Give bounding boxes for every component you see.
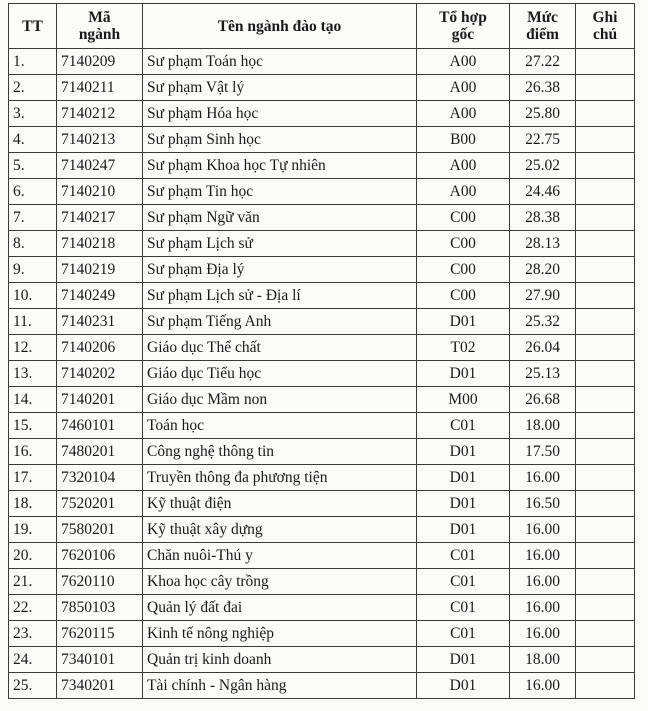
cell-note [576, 153, 635, 179]
table-row [9, 439, 635, 465]
cell-tt: 19. [9, 517, 57, 543]
cell-major-code: 7140211 [57, 75, 143, 101]
cell-major-name: Sư phạm Lịch sử [143, 231, 417, 257]
cell-note [576, 569, 635, 595]
cell-subject-combo: C00 [417, 283, 510, 309]
cell-major-name: Khoa học cây trồng [143, 569, 417, 595]
cell-major-name: Kỹ thuật xây dựng [143, 517, 417, 543]
table-row [9, 413, 635, 439]
header-tt-text: TT [22, 17, 43, 35]
cell-score: 26.38 [510, 75, 576, 101]
cell-tt: 21. [9, 569, 57, 595]
table-row [9, 309, 635, 335]
cell-note [576, 439, 635, 465]
cell-subject-combo: C00 [417, 257, 510, 283]
cell-note [576, 231, 635, 257]
header-tt [9, 4, 57, 49]
cell-subject-combo: C01 [417, 413, 510, 439]
header-name [143, 4, 417, 49]
cell-score: 25.02 [510, 153, 576, 179]
header-note-line1: Ghi [592, 9, 618, 26]
cell-score: 16.00 [510, 517, 576, 543]
cell-subject-combo: D01 [417, 309, 510, 335]
table-row [9, 517, 635, 543]
cell-note [576, 543, 635, 569]
cell-note [576, 387, 635, 413]
cell-score: 16.00 [510, 673, 576, 699]
cell-tt: 10. [9, 283, 57, 309]
header-combo-line2: gốc [451, 26, 475, 43]
cell-major-name: Quản trị kinh doanh [143, 647, 417, 673]
cell-major-code: 7140206 [57, 335, 143, 361]
cell-note [576, 309, 635, 335]
cell-score: 16.00 [510, 543, 576, 569]
table-row [9, 101, 635, 127]
cell-subject-combo: C01 [417, 569, 510, 595]
cell-note [576, 101, 635, 127]
table-row [9, 179, 635, 205]
table-row [9, 361, 635, 387]
cell-score: 28.20 [510, 257, 576, 283]
cell-major-name: Sư phạm Vật lý [143, 75, 417, 101]
cell-score: 18.00 [510, 413, 576, 439]
cell-major-code: 7140217 [57, 205, 143, 231]
cell-major-code: 7140219 [57, 257, 143, 283]
header-note-line2: chú [592, 26, 618, 43]
cell-tt: 8. [9, 231, 57, 257]
cell-note [576, 517, 635, 543]
cell-note [576, 179, 635, 205]
cell-score: 17.50 [510, 439, 576, 465]
cell-tt: 23. [9, 621, 57, 647]
cell-subject-combo: D01 [417, 647, 510, 673]
cell-score: 25.13 [510, 361, 576, 387]
cell-major-code: 7140249 [57, 283, 143, 309]
cell-subject-combo: C01 [417, 543, 510, 569]
header-note [576, 4, 635, 49]
cell-subject-combo: A00 [417, 153, 510, 179]
cell-score: 25.80 [510, 101, 576, 127]
cell-major-code: 7320104 [57, 465, 143, 491]
cell-subject-combo: T02 [417, 335, 510, 361]
cell-major-name: Sư phạm Ngữ văn [143, 205, 417, 231]
cell-score: 16.00 [510, 465, 576, 491]
table-row [9, 205, 635, 231]
cell-major-name: Tài chính - Ngân hàng [143, 673, 417, 699]
header-score-line1: Mức [527, 9, 558, 26]
cell-subject-combo: D01 [417, 517, 510, 543]
cell-subject-combo: D01 [417, 361, 510, 387]
cell-major-code: 7140202 [57, 361, 143, 387]
cell-tt: 13. [9, 361, 57, 387]
table-row [9, 465, 635, 491]
header-row [9, 4, 635, 49]
cell-major-code: 7620106 [57, 543, 143, 569]
cell-major-name: Sư phạm Sinh học [143, 127, 417, 153]
cell-tt: 20. [9, 543, 57, 569]
cell-major-name: Chăn nuôi-Thú y [143, 543, 417, 569]
table-row [9, 569, 635, 595]
cell-note [576, 595, 635, 621]
cell-score: 27.22 [510, 49, 576, 75]
cell-note [576, 283, 635, 309]
cell-score: 16.00 [510, 621, 576, 647]
cell-major-name: Giáo dục Mầm non [143, 387, 417, 413]
cell-major-name: Công nghệ thông tin [143, 439, 417, 465]
table-row [9, 335, 635, 361]
header-score-line2: điểm [526, 26, 559, 43]
cell-subject-combo: A00 [417, 75, 510, 101]
cell-major-code: 7140201 [57, 387, 143, 413]
cell-major-code: 7620115 [57, 621, 143, 647]
cell-major-code: 7140209 [57, 49, 143, 75]
cell-major-code: 7140212 [57, 101, 143, 127]
header-name-text: Tên ngành đào tạo [217, 17, 342, 35]
cell-major-name: Giáo dục Tiểu học [143, 361, 417, 387]
table-row [9, 49, 635, 75]
cell-tt: 1. [9, 49, 57, 75]
table-body [9, 49, 635, 699]
cell-score: 18.00 [510, 647, 576, 673]
cell-major-code: 7140247 [57, 153, 143, 179]
cell-subject-combo: A00 [417, 179, 510, 205]
cell-note [576, 647, 635, 673]
header-combo [417, 4, 510, 49]
cell-score: 27.90 [510, 283, 576, 309]
cell-tt: 5. [9, 153, 57, 179]
cell-major-code: 7850103 [57, 595, 143, 621]
cell-tt: 25. [9, 673, 57, 699]
cell-score: 28.38 [510, 205, 576, 231]
cell-score: 25.32 [510, 309, 576, 335]
table-row [9, 75, 635, 101]
cell-major-code: 7340101 [57, 647, 143, 673]
cell-subject-combo: C01 [417, 595, 510, 621]
cell-score: 26.04 [510, 335, 576, 361]
cell-tt: 24. [9, 647, 57, 673]
cell-major-name: Sư phạm Toán học [143, 49, 417, 75]
cell-major-name: Giáo dục Thể chất [143, 335, 417, 361]
cell-major-code: 7140218 [57, 231, 143, 257]
cell-tt: 6. [9, 179, 57, 205]
table-row [9, 153, 635, 179]
cell-note [576, 413, 635, 439]
cell-note [576, 673, 635, 699]
header-code [57, 4, 143, 49]
table-row [9, 543, 635, 569]
table-row [9, 387, 635, 413]
header-combo-line1: Tổ hợp [439, 9, 487, 26]
cell-major-code: 7580201 [57, 517, 143, 543]
cell-major-code: 7460101 [57, 413, 143, 439]
cell-subject-combo: D01 [417, 439, 510, 465]
table-row [9, 491, 635, 517]
cell-major-code: 7140213 [57, 127, 143, 153]
cell-tt: 18. [9, 491, 57, 517]
cell-subject-combo: D01 [417, 673, 510, 699]
cell-major-code: 7140210 [57, 179, 143, 205]
table-row [9, 595, 635, 621]
cell-subject-combo: C00 [417, 231, 510, 257]
cell-tt: 11. [9, 309, 57, 335]
table-row [9, 283, 635, 309]
cell-note [576, 335, 635, 361]
table-row [9, 127, 635, 153]
cell-note [576, 127, 635, 153]
cell-major-code: 7140231 [57, 309, 143, 335]
cell-subject-combo: D01 [417, 465, 510, 491]
cell-tt: 17. [9, 465, 57, 491]
table-row [9, 673, 635, 699]
cell-major-name: Kỹ thuật điện [143, 491, 417, 517]
cell-subject-combo: C00 [417, 205, 510, 231]
cell-subject-combo: M00 [417, 387, 510, 413]
cell-subject-combo: A00 [417, 101, 510, 127]
cell-tt: 4. [9, 127, 57, 153]
cell-score: 26.68 [510, 387, 576, 413]
table-row [9, 257, 635, 283]
cell-score: 16.00 [510, 595, 576, 621]
cell-major-name: Sư phạm Lịch sử - Địa lí [143, 283, 417, 309]
cell-score: 22.75 [510, 127, 576, 153]
cell-tt: 22. [9, 595, 57, 621]
header-code-line1: Mã [88, 9, 111, 26]
table-header [9, 4, 635, 49]
cell-note [576, 465, 635, 491]
cell-subject-combo: D01 [417, 491, 510, 517]
cell-major-code: 7520201 [57, 491, 143, 517]
cell-major-name: Sư phạm Tiếng Anh [143, 309, 417, 335]
cell-score: 16.50 [510, 491, 576, 517]
table-row [9, 647, 635, 673]
table-row [9, 231, 635, 257]
cell-tt: 7. [9, 205, 57, 231]
cell-tt: 12. [9, 335, 57, 361]
cell-note [576, 361, 635, 387]
cell-note [576, 205, 635, 231]
cell-tt: 9. [9, 257, 57, 283]
cell-major-code: 7620110 [57, 569, 143, 595]
cell-score: 16.00 [510, 569, 576, 595]
cell-major-name: Sư phạm Tin học [143, 179, 417, 205]
cell-tt: 3. [9, 101, 57, 127]
admission-score-table [8, 3, 635, 699]
cell-tt: 15. [9, 413, 57, 439]
table-row [9, 621, 635, 647]
cell-major-name: Kinh tế nông nghiệp [143, 621, 417, 647]
cell-subject-combo: C01 [417, 621, 510, 647]
cell-note [576, 257, 635, 283]
cell-major-code: 7340201 [57, 673, 143, 699]
cell-subject-combo: A00 [417, 49, 510, 75]
cell-tt: 16. [9, 439, 57, 465]
cell-tt: 2. [9, 75, 57, 101]
cell-major-name: Truyền thông đa phương tiện [143, 465, 417, 491]
cell-note [576, 49, 635, 75]
cell-subject-combo: B00 [417, 127, 510, 153]
header-code-line2: ngành [78, 26, 121, 43]
cell-score: 24.46 [510, 179, 576, 205]
cell-score: 28.13 [510, 231, 576, 257]
cell-major-name: Sư phạm Khoa học Tự nhiên [143, 153, 417, 179]
cell-major-name: Toán học [143, 413, 417, 439]
cell-note [576, 621, 635, 647]
cell-major-code: 7480201 [57, 439, 143, 465]
cell-tt: 14. [9, 387, 57, 413]
cell-major-name: Quản lý đất đai [143, 595, 417, 621]
header-score [510, 4, 576, 49]
cell-major-name: Sư phạm Hóa học [143, 101, 417, 127]
cell-major-name: Sư phạm Địa lý [143, 257, 417, 283]
cell-note [576, 75, 635, 101]
cell-note [576, 491, 635, 517]
